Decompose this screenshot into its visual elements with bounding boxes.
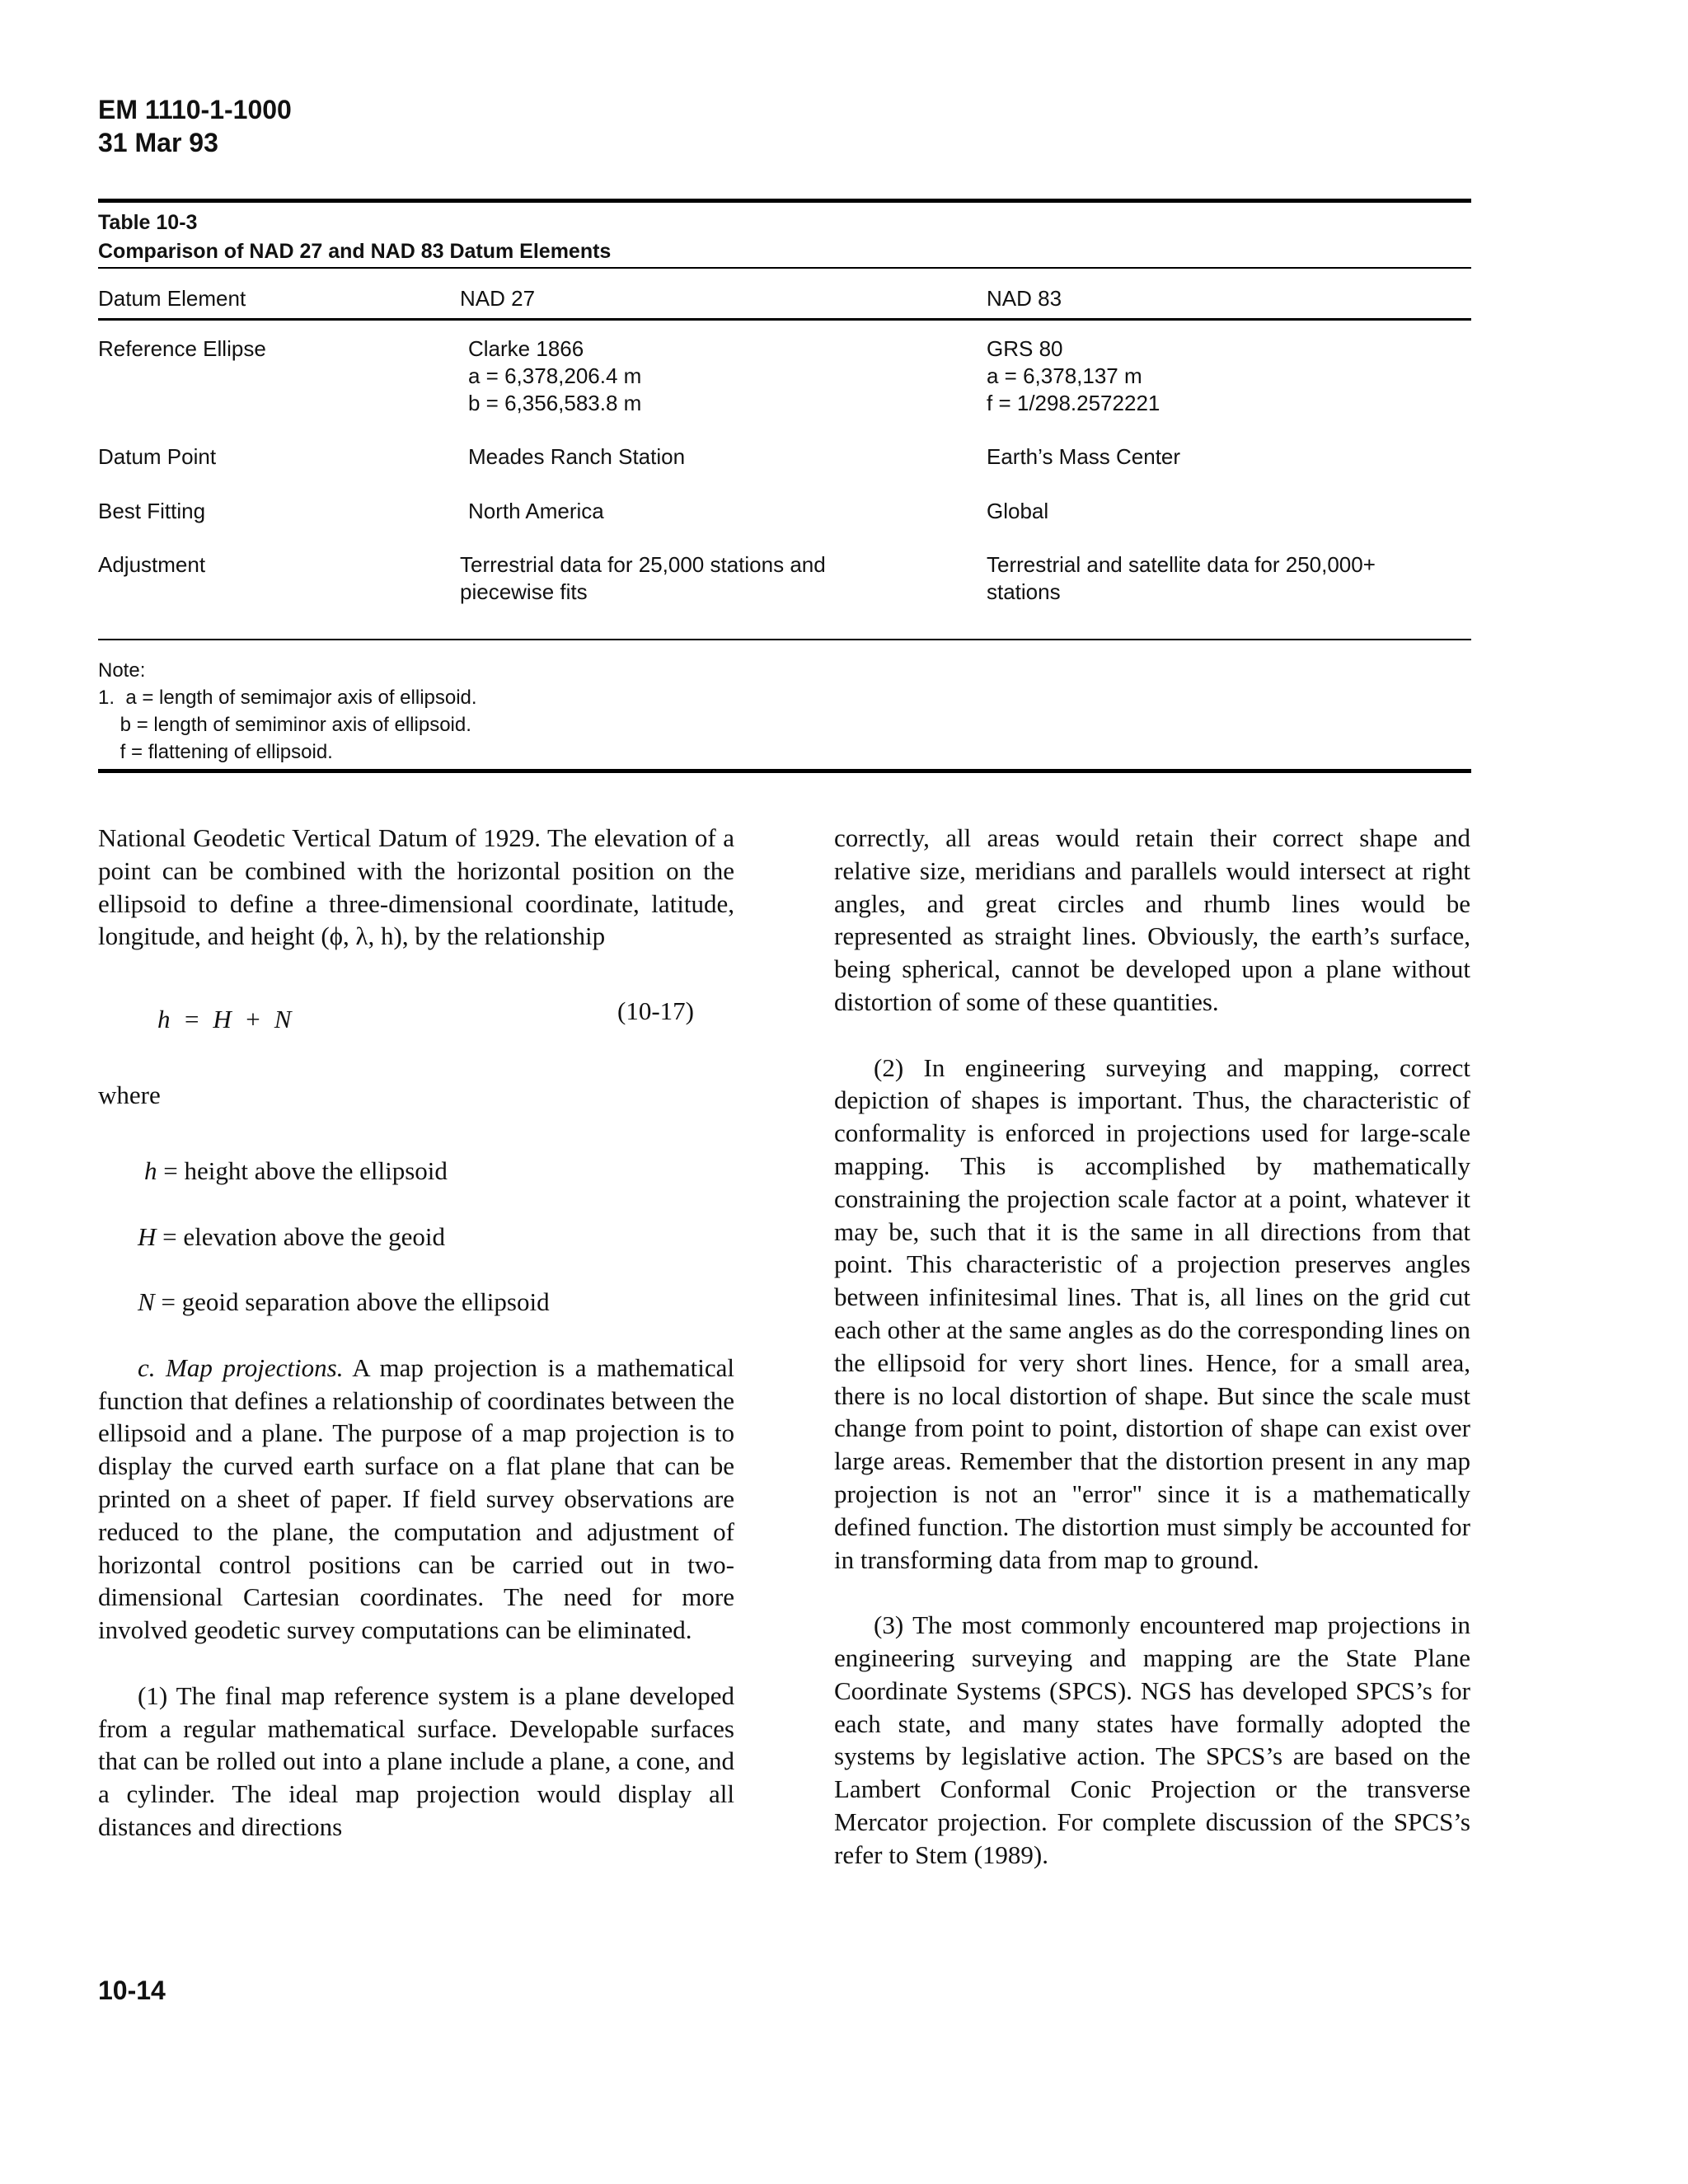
intro-paragraph: National Geodetic Vertical Datum of 1929. The elevation of a point can be combined with the horizontal position on the ellipsoid to define a three-dimensional coordinate, latitude, longitude, and height (ϕ, λ, h), by the relationship: [98, 823, 734, 951]
nad83-value: Global: [987, 499, 1049, 523]
column-header-nad27: NAD 27: [460, 286, 536, 311]
definition-item: [138, 1221, 734, 1286]
page-number: 10-14: [98, 1975, 166, 2005]
definitions-list: [98, 1155, 734, 1352]
definition-symbol: h: [144, 1155, 157, 1185]
column-header-datum-element: Datum Element: [98, 286, 246, 311]
nad27-value: Meades Ranch Station: [468, 444, 686, 469]
definition-text: = elevation above the geoid: [156, 1221, 446, 1251]
row-label: Adjustment: [98, 552, 206, 577]
note-line: 1. a = length of semimajor axis of ellipsoid.: [98, 687, 477, 709]
section-c-heading: c. Map projections.: [138, 1352, 344, 1382]
definition-item: [138, 1286, 734, 1352]
note-line: b = length of semiminor axis of ellipsoid.: [98, 714, 471, 736]
table-top-rule: [98, 199, 1471, 203]
table-caption: [98, 209, 611, 266]
row-label: Reference Ellipse: [98, 336, 266, 361]
definition-text: = height above the ellipsoid: [157, 1155, 448, 1185]
table-body-rule: [98, 639, 1471, 640]
table-number: Table 10-3: [98, 211, 198, 234]
table-caption-rule: [98, 267, 1471, 269]
left-column: [98, 822, 734, 1844]
section-c-paragraph: [98, 1352, 734, 1647]
nad83-value: Earth’s Mass Center: [987, 444, 1181, 469]
section-c-body: A map projection is a mathematical function that defines a relationship of coordinates between the ellipsoid and a plane. The purpose of a map projection is to display the curved earth surface on a flat plane that can be printed on a sheet of paper. If field survey observations are reduced to the plane, the computation and adjustment of horizontal control positions can be carried out in two-dimensional Cartesian coordinates. The need for more involved geodetic survey computations can be eliminated.: [98, 1352, 734, 1645]
nad83-value: GRS 80 a = 6,378,137 m f = 1/298.2572221: [987, 336, 1160, 415]
right-column: [834, 822, 1470, 1872]
note-line: f = flattening of ellipsoid.: [98, 741, 333, 763]
note-label: Note:: [98, 659, 146, 682]
definition-symbol: H: [138, 1221, 157, 1251]
row-label: Datum Point: [98, 444, 217, 469]
table-bottom-rule: [98, 769, 1471, 773]
paragraph-3: (3) The most commonly encountered map projections in engineering surveying and mapping are the State Plane Coordinate Systems (SPCS). NGS has developed SPCS’s for each state, and many states have formally adopted the systems by legislative action. The SPCS’s are based on the Lambert Conformal Conic Projection or the transverse Mercator projection. For complete discussion of the SPCS’s refer to Stem (1989).: [834, 1610, 1470, 1869]
definition-text: = geoid separation above the ellipsoid: [154, 1287, 550, 1317]
row-label: Best Fitting: [98, 499, 206, 523]
document-number: EM 1110-1-1000: [98, 95, 292, 124]
document-date: 31 Mar 93: [98, 128, 218, 157]
table-header-rule: [98, 318, 1471, 321]
paragraph-1: (1) The final map reference system is a plane developed from a regular mathematical surface. Developable surfaces that can be rolled out into a plane include a plane, a cone, and a cylinder. The ideal map projection would display all distances and directions: [98, 1680, 734, 1841]
where-label: where: [98, 1080, 161, 1110]
paragraph-2: (2) In engineering surveying and mapping, correct depiction of shapes is important. Thus, the characteristic of conformality is enforced in projections used for large-scale mapping. This is accomplished by mathematically constraining the projection scale factor at a point, whatever it may be, such that it is the same in all directions from that point. This characteristic of a projection preserves angles between infinitesimal lines. That is, all lines on the grid cut each other at the same angles as do the corresponding lines on the ellipsoid for very short lines. Hence, for a small area, there is no local distortion of shape. But since the scale must change from point to point, distortion of shape can exist over large areas. Remember that the distortion present in any map projection is not an "error" since it is a mathematically defined function. The distortion must simply be accounted for in transforming data from map to ground.: [834, 1052, 1470, 1574]
nad27-value: Terrestrial data for 25,000 stations and piecewise fits: [460, 552, 826, 604]
nad83-value: Terrestrial and satellite data for 250,000+ stations: [987, 552, 1376, 604]
equation: h = H + N: [157, 1005, 292, 1034]
page-header: [98, 93, 292, 159]
continuation-paragraph: correctly, all areas would retain their correct shape and relative size, meridians and parallels would intersect at right angles, and great circles and rhumb lines would be represented as straight lines. Obviously, the earth’s surface, being spherical, cannot be developed upon a plane without distortion of some of these quantities.: [834, 823, 1470, 1016]
nad27-value: Clarke 1866 a = 6,378,206.4 m b = 6,356,583.8 m: [468, 336, 642, 415]
equation-number: (10-17): [617, 996, 694, 1026]
table-note: [98, 657, 477, 766]
table-title: Comparison of NAD 27 and NAD 83 Datum Elements: [98, 240, 612, 263]
definition-item: [144, 1155, 734, 1221]
nad27-value: North America: [468, 499, 604, 523]
equation-block: [98, 985, 734, 1051]
definition-symbol: N: [138, 1287, 155, 1317]
column-header-nad83: NAD 83: [987, 286, 1062, 311]
